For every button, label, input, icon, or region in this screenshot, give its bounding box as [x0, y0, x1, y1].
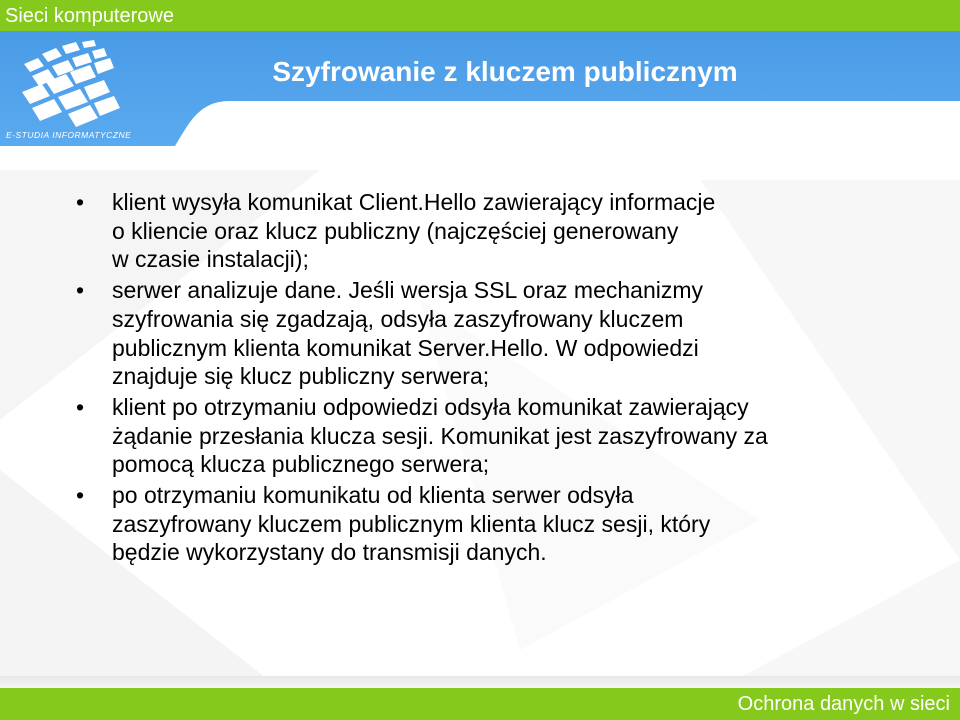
bullet-line: zaszyfrowany kluczem publicznym klienta klucz sesji, który	[112, 510, 711, 537]
list-item	[70, 393, 890, 479]
bottom-bar	[0, 688, 960, 720]
section-title: Ochrona danych w sieci	[737, 693, 950, 715]
bullet-list	[70, 188, 890, 569]
course-title: Sieci komputerowe	[5, 5, 174, 27]
slide-title: Szyfrowanie z kluczem publicznym	[272, 56, 738, 87]
bullet-line: szyfrowania się zgadzają, odsyła zaszyfrowany kluczem	[112, 305, 684, 332]
bullet-line: o kliencie oraz klucz publiczny (najczęściej generowany	[112, 217, 679, 244]
list-item	[70, 188, 890, 274]
bullet-line: pomocą klucza publicznego serwera;	[112, 451, 490, 478]
bullet-icon: •	[76, 189, 85, 215]
list-item	[70, 276, 890, 391]
bullet-icon: •	[76, 393, 85, 420]
bullet-line: w czasie instalacji);	[112, 246, 309, 273]
bullet-line: serwer analizuje dane. Jeśli wersja SSL oraz mechanizmy	[112, 277, 704, 304]
bullet-line: publicznym klienta komunikat Server.Hello. W odpowiedzi	[112, 334, 699, 361]
list-item	[70, 481, 890, 567]
bullet-line: po otrzymaniu komunikatu od klienta serwer odsyła	[112, 482, 634, 509]
bullet-line: klient po otrzymaniu odpowiedzi odsyła komunikat zawierający	[112, 393, 749, 420]
footer-divider	[0, 676, 960, 688]
bullet-icon: •	[76, 277, 85, 304]
logo-label: E-STUDIA INFORMATYCZNE	[6, 130, 132, 140]
top-bar	[0, 0, 960, 31]
bullet-icon: •	[76, 482, 85, 509]
bullet-line: będzie wykorzystany do transmisji danych.	[112, 539, 547, 566]
bullet-line: żądanie przesłania klucza sesji. Komunikat jest zaszyfrowany za	[112, 422, 768, 449]
bullet-line: znajduje się klucz publiczny serwera;	[112, 363, 490, 390]
bullet-line: klient wysyła komunikat Client.Hello zawierający informacje	[112, 189, 716, 215]
